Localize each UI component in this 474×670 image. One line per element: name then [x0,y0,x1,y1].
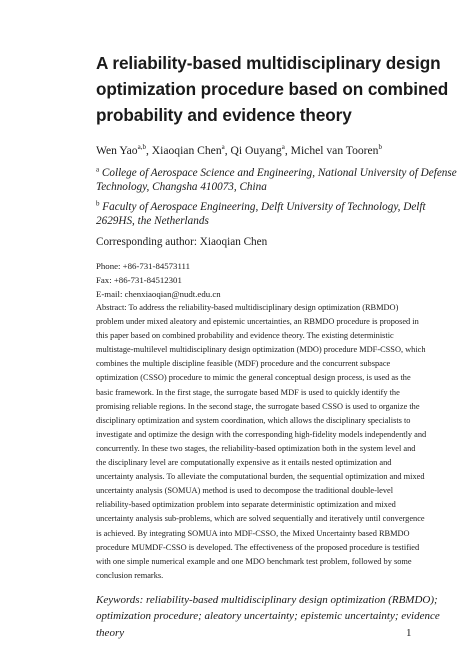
keywords-line: theory [96,626,125,639]
title-line: optimization procedure based on combined [96,79,449,99]
phone-number: Phone: +86-731-84573111 [96,261,190,271]
affiliation-line: 2629HS, the Netherlands [96,215,209,227]
abstract-line: procedure MUMDF-CSSO is developed. The effectiveness of the proposed procedure is testified [96,542,420,552]
affiliation-line: Faculty of Aerospace Engineering, Delft University of Technology, Delft [102,201,426,213]
title-line: A reliability-based multidisciplinary design [96,53,441,73]
affiliation-a [96,165,457,194]
author-separator: , [145,144,152,157]
affiliation-mark: a [96,165,100,174]
title-line: probability and evidence theory [96,105,352,125]
author-affil-mark: b [378,143,382,152]
abstract-line: Abstract: To address the reliability-based multidisciplinary design optimization (RBMDO) [96,303,399,312]
author-affil-mark: a [281,143,285,152]
author-affil-mark: a,b [137,143,146,152]
abstract-line: the disciplinary level are computationally expensive as it entails nested optimization and [96,458,392,468]
abstract-line: with one simple numerical example and one MDO benchmark test problem, followed by some [96,556,412,566]
keywords-line: optimization procedure; aleatory uncertainty; epistemic uncertainty; evidence [96,610,440,623]
author-name: Michel van Tooren [290,144,379,157]
abstract-line: is achieved. By integrating SOMUA into MDF-CSSO, the Mixed Uncertainty based RBMDO [96,528,410,538]
keywords-line: Keywords: reliability-based multidisciplinary design optimization (RBMDO); [96,593,438,606]
abstract-line: uncertainty analysis sub-problems, which are solved sequentially and iteratively until convergence [96,514,425,524]
abstract-line: disciplinary optimization and system coordination, which allows the disciplinary specialists to [96,415,411,425]
contact-info [96,259,414,301]
abstract-line: reliability-based optimization problem into separate deterministic optimization and mixed [96,500,396,510]
abstract-line: conclusion remarks. [96,570,164,580]
abstract-line: basic framework. In the first stage, the surrogate based MDF is used to quickly identify the [96,387,400,397]
abstract-line: promising reliable regions. In the second stage, the surrogate based CSSO is used to organize the [96,401,420,411]
affiliation-line: Technology, Changsha 410073, China [96,181,267,193]
author-separator: , [224,144,231,157]
author-name: Wen Yao [96,144,138,157]
corresponding-author: Corresponding author: Xiaoqian Chen [96,236,268,248]
abstract-line: combines the multiple discipline feasible (MDF) procedure and the concurrent subspace [96,359,391,369]
abstract-line: concurrently. In these two stages, the reliability-based optimization both in the system level and [96,443,416,453]
abstract-line: uncertainty analysis (SOMUA) method is used to decompose the traditional double-level [96,486,394,496]
paper-title [96,50,449,128]
page-number: 1 [406,627,412,639]
affiliation-line: College of Aerospace Science and Engineering, National University of Defense [101,167,457,179]
keywords [96,592,440,642]
author-name: Qi Ouyang [230,144,282,157]
abstract-line: optimization (CSSO) procedure to mimic the general conceptual design process, is used as the [96,373,411,383]
affiliation-b [96,199,426,228]
author-list [96,143,414,158]
author-name: Xiaoqian Chen [151,144,222,157]
author-affil-mark: a [221,143,225,152]
abstract-line: this paper based on combined probability and evidence theory. The existing deterministic [96,331,394,341]
fax-number: Fax: +86-731-84512301 [96,275,182,285]
abstract-line: problem under mixed aleatory and epistemic uncertainties, an RBMDO procedure is proposed in [96,317,419,327]
author-separator: , [284,144,291,157]
email-address: E-mail: chenxiaoqian@nudt.edu.cn [96,289,221,299]
abstract [96,301,427,583]
abstract-line: multistage-multilevel multidisciplinary design optimization (MDO) procedure MDF-CSSO, which [96,345,426,355]
abstract-line: investigate and optimize the design with the corresponding high-fidelity models independently and [96,429,427,439]
affiliation-mark: b [96,199,100,208]
abstract-line: uncertainty analysis. To alleviate the computational burden, the sequential optimization and mixed [96,472,425,482]
